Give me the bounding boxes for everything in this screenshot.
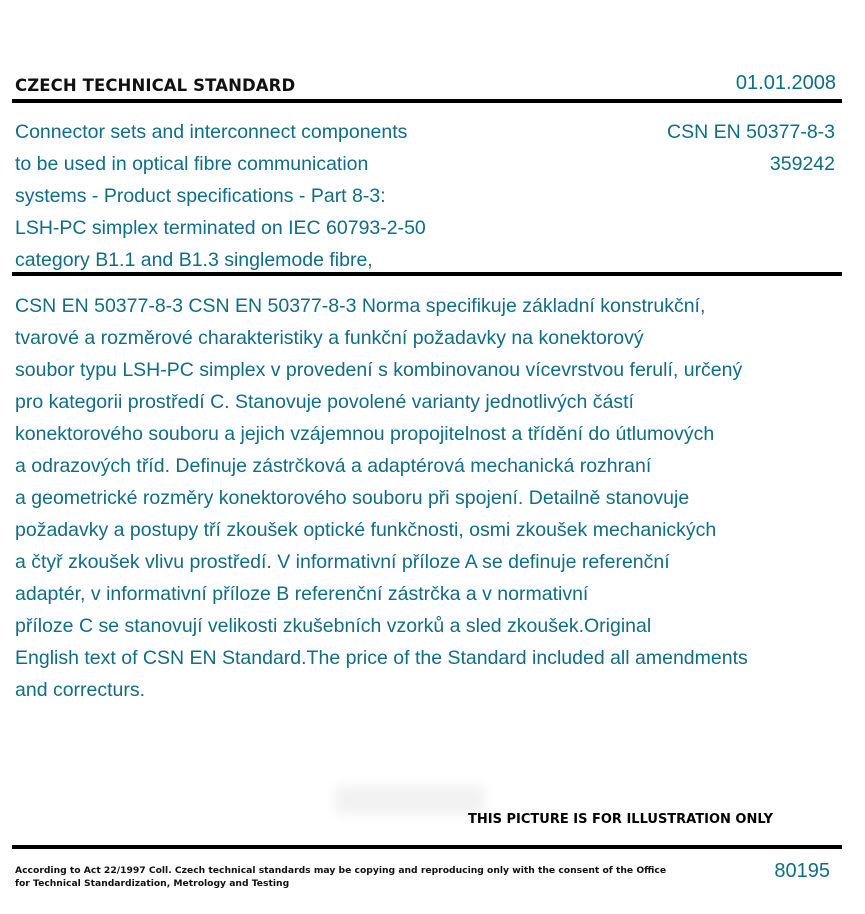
description-line: and correcturs.: [15, 679, 146, 701]
title-line: category B1.1 and B1.3 singlemode fibre,: [15, 249, 373, 271]
description-line: a čtyř zkoušek vlivu prostředí. V informativní příloze A se definuje referenční: [15, 551, 670, 573]
description-line: požadavky a postupy tří zkoušek optické funkčnosti, osmi zkoušek mechanických: [15, 519, 717, 541]
description-line: a odrazových tříd. Definuje zástrčková a adaptérová mechanická rozhraní: [15, 455, 652, 477]
illustration-note: THIS PICTURE IS FOR ILLUSTRATION ONLY: [468, 812, 773, 827]
description-line: English text of CSN EN Standard.The price of the Standard included all amendments: [15, 647, 748, 669]
title-line: Connector sets and interconnect components: [15, 121, 408, 143]
description-line: adaptér, v informativní příloze B referenční zástrčka a v normativní: [15, 583, 589, 605]
title-line: systems - Product specifications - Part 8-3:: [15, 185, 386, 207]
top-divider: [12, 99, 842, 103]
description-line: CSN EN 50377-8-3 CSN EN 50377-8-3 Norma specifikuje základní konstrukční,: [15, 295, 706, 317]
title-line: to be used in optical fibre communication: [15, 153, 369, 175]
catalog-number: 80195: [774, 860, 830, 882]
standard-designation: CSN EN 50377-8-3: [667, 121, 835, 143]
classification-number: 359242: [769, 153, 835, 175]
issue-date: 01.01.2008: [735, 72, 836, 94]
document-type-label: CZECH TECHNICAL STANDARD: [15, 76, 296, 95]
description-line: a geometrické rozměry konektorového souboru při spojení. Detailně stanovuje: [15, 487, 690, 509]
bottom-divider: [12, 845, 842, 849]
description-line: příloze C se stanovují velikosti zkušebních vzorků a sled zkoušek.Original: [15, 615, 652, 637]
description-line: tvarové a rozměrové charakteristiky a funkční požadavky na konektorový: [15, 327, 644, 349]
standard-codes: [667, 116, 835, 180]
standard-title: [15, 116, 485, 276]
standard-description: [15, 290, 845, 706]
title-line: LSH-PC simplex terminated on IEC 60793-2-50: [15, 217, 426, 239]
middle-divider: [12, 272, 842, 276]
legal-line: According to Act 22/1997 Coll. Czech technical standards may be copying and reproducing only with the consent of the Office: [15, 865, 667, 876]
legal-notice: [15, 864, 666, 890]
faint-watermark: [335, 785, 485, 815]
description-line: soubor typu LSH-PC simplex v provedení s kombinovanou vícevrstvou ferulí, určený: [15, 359, 743, 381]
description-line: pro kategorii prostředí C. Stanovuje povolené varianty jednotlivých částí: [15, 391, 634, 413]
description-line: konektorového souboru a jejich vzájemnou propojitelnost a třídění do útlumových: [15, 423, 715, 445]
legal-line: for Technical Standardization, Metrology and Testing: [15, 878, 290, 889]
